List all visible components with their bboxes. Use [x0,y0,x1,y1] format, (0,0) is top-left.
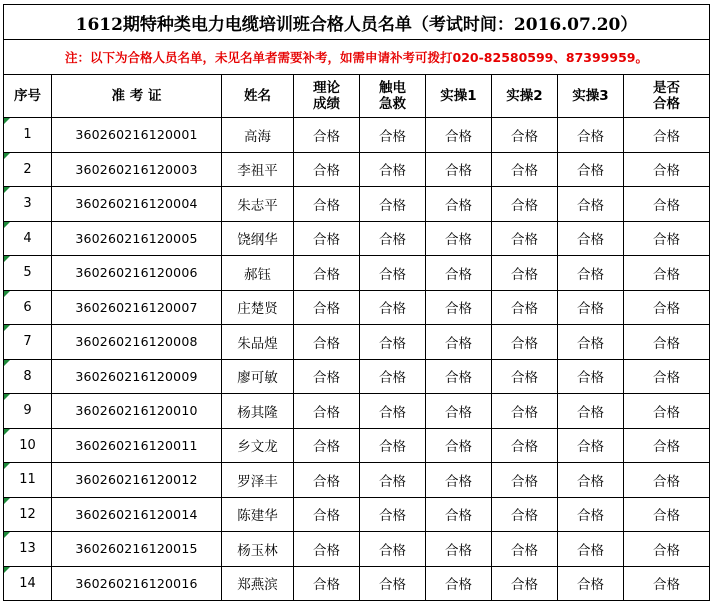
table-row [4,394,710,429]
cell-name[interactable]: 郝钰 [222,256,294,291]
cell-rescue[interactable]: 合格 [360,428,426,463]
cell-seq[interactable]: 6 [4,290,52,325]
cell-name[interactable]: 杨玉林 [222,532,294,567]
cell-exam-no[interactable]: 360260216120015 [52,532,222,567]
cell-name[interactable]: 陈建华 [222,497,294,532]
header-practical1[interactable] [426,75,492,118]
cell-rescue[interactable]: 合格 [360,290,426,325]
cell-practical3[interactable]: 合格 [558,394,624,429]
cell-practical1[interactable]: 合格 [426,221,492,256]
cell-rescue[interactable]: 合格 [360,221,426,256]
header-rescue-line2: 急救 [379,96,406,112]
cell-practical3[interactable]: 合格 [558,152,624,187]
header-theory[interactable] [294,75,360,118]
cell-theory[interactable]: 合格 [294,221,360,256]
cell-practical3[interactable]: 合格 [558,325,624,360]
cell-practical2[interactable]: 合格 [492,497,558,532]
header-theory-line2: 成绩 [313,96,340,112]
cell-seq[interactable]: 8 [4,359,52,394]
header-qualified[interactable] [624,75,710,118]
cell-name[interactable]: 李祖平 [222,152,294,187]
cell-qualified[interactable]: 合格 [624,359,710,394]
cell-theory[interactable]: 合格 [294,532,360,567]
cell-seq[interactable]: 10 [4,428,52,463]
cell-qualified[interactable]: 合格 [624,325,710,360]
cell-practical2[interactable]: 合格 [492,428,558,463]
cell-exam-no[interactable]: 360260216120006 [52,256,222,291]
cell-rescue[interactable]: 合格 [360,187,426,222]
cell-qualified[interactable]: 合格 [624,118,710,153]
cell-qualified[interactable]: 合格 [624,532,710,567]
notice-text[interactable]: 注：以下为合格人员名单，未见名单者需要补考，如需申请补考可拨打020-82580599、87399959。 [4,40,710,75]
cell-exam-no[interactable]: 360260216120003 [52,152,222,187]
cell-practical1[interactable]: 合格 [426,566,492,601]
cell-name[interactable]: 高海 [222,118,294,153]
cell-rescue[interactable]: 合格 [360,359,426,394]
header-rescue-line1: 触电 [379,80,406,96]
cell-rescue[interactable]: 合格 [360,497,426,532]
header-practical2-label: 实操2 [506,88,543,104]
cell-rescue[interactable]: 合格 [360,532,426,567]
cell-practical1[interactable]: 合格 [426,532,492,567]
cell-rescue[interactable]: 合格 [360,566,426,601]
cell-name[interactable]: 郑燕滨 [222,566,294,601]
cell-practical2[interactable]: 合格 [492,532,558,567]
header-practical2[interactable] [492,75,558,118]
header-qualified-line2: 合格 [653,96,680,112]
cell-practical2[interactable]: 合格 [492,566,558,601]
cell-rescue[interactable]: 合格 [360,152,426,187]
cell-practical2[interactable]: 合格 [492,325,558,360]
cell-practical3[interactable]: 合格 [558,532,624,567]
header-name[interactable] [222,75,294,118]
cell-exam-no[interactable]: 360260216120010 [52,394,222,429]
cell-name[interactable]: 庄楚贤 [222,290,294,325]
cell-practical3[interactable]: 合格 [558,463,624,498]
cell-seq[interactable]: 3 [4,187,52,222]
cell-practical2[interactable]: 合格 [492,221,558,256]
cell-rescue[interactable]: 合格 [360,325,426,360]
cell-name[interactable]: 廖可敏 [222,359,294,394]
cell-practical3[interactable]: 合格 [558,290,624,325]
header-rescue[interactable] [360,75,426,118]
cell-exam-no[interactable]: 360260216120016 [52,566,222,601]
table-row [4,428,710,463]
cell-practical1[interactable]: 合格 [426,290,492,325]
cell-practical2[interactable]: 合格 [492,118,558,153]
cell-name[interactable]: 朱志平 [222,187,294,222]
table-row [4,325,710,360]
cell-qualified[interactable]: 合格 [624,187,710,222]
cell-theory[interactable]: 合格 [294,325,360,360]
cell-exam-no[interactable]: 360260216120005 [52,221,222,256]
cell-practical3[interactable]: 合格 [558,256,624,291]
cell-practical2[interactable]: 合格 [492,152,558,187]
cell-exam-no[interactable]: 360260216120009 [52,359,222,394]
cell-name[interactable]: 乡文龙 [222,428,294,463]
cell-practical3[interactable]: 合格 [558,187,624,222]
cell-practical1[interactable]: 合格 [426,359,492,394]
cell-name[interactable]: 罗泽丰 [222,463,294,498]
cell-seq[interactable]: 12 [4,497,52,532]
cell-practical1[interactable]: 合格 [426,187,492,222]
table-row [4,497,710,532]
cell-exam-no[interactable]: 360260216120011 [52,428,222,463]
sheet-title[interactable]: 1612期特种类电力电缆培训班合格人员名单（考试时间：2016.07.20） [4,5,710,40]
cell-practical2[interactable]: 合格 [492,359,558,394]
cell-practical2[interactable]: 合格 [492,290,558,325]
table-row [4,290,710,325]
cell-seq[interactable]: 5 [4,256,52,291]
cell-practical3[interactable]: 合格 [558,359,624,394]
header-seq-label: 序号 [14,88,41,104]
cell-rescue[interactable]: 合格 [360,463,426,498]
cell-qualified[interactable]: 合格 [624,428,710,463]
cell-exam-no[interactable]: 360260216120012 [52,463,222,498]
cell-practical2[interactable]: 合格 [492,394,558,429]
header-row [4,75,710,118]
table-row [4,463,710,498]
cell-practical1[interactable]: 合格 [426,428,492,463]
cell-practical1[interactable]: 合格 [426,256,492,291]
header-exam-no[interactable] [52,75,222,118]
cell-practical1[interactable]: 合格 [426,118,492,153]
cell-qualified[interactable]: 合格 [624,497,710,532]
cell-rescue[interactable]: 合格 [360,118,426,153]
header-seq[interactable] [4,75,52,118]
cell-name[interactable]: 朱品煌 [222,325,294,360]
cell-practical3[interactable]: 合格 [558,497,624,532]
cell-theory[interactable]: 合格 [294,118,360,153]
cell-practical3[interactable]: 合格 [558,118,624,153]
cell-theory[interactable]: 合格 [294,566,360,601]
cell-qualified[interactable]: 合格 [624,221,710,256]
cell-qualified[interactable]: 合格 [624,256,710,291]
cell-practical1[interactable]: 合格 [426,497,492,532]
cell-practical3[interactable]: 合格 [558,566,624,601]
cell-seq[interactable]: 7 [4,325,52,360]
cell-qualified[interactable]: 合格 [624,290,710,325]
spreadsheet [3,4,709,601]
cell-seq[interactable]: 9 [4,394,52,429]
cell-theory[interactable]: 合格 [294,394,360,429]
header-practical3-label: 实操3 [572,88,609,104]
header-exam-no-label: 准 考 证 [111,88,162,104]
cell-rescue[interactable]: 合格 [360,394,426,429]
cell-practical2[interactable]: 合格 [492,256,558,291]
cell-qualified[interactable]: 合格 [624,152,710,187]
cell-practical1[interactable]: 合格 [426,152,492,187]
cell-practical1[interactable]: 合格 [426,463,492,498]
cell-seq[interactable]: 13 [4,532,52,567]
cell-qualified[interactable]: 合格 [624,463,710,498]
cell-practical1[interactable]: 合格 [426,325,492,360]
cell-exam-no[interactable]: 360260216120008 [52,325,222,360]
table-row [4,359,710,394]
header-qualified-line1: 是否 [653,80,680,96]
cell-qualified[interactable]: 合格 [624,566,710,601]
cell-name[interactable]: 杨其隆 [222,394,294,429]
cell-practical1[interactable]: 合格 [426,394,492,429]
qualified-personnel-table [3,4,710,601]
header-practical3[interactable] [558,75,624,118]
table-row [4,152,710,187]
table-row [4,566,710,601]
cell-theory[interactable]: 合格 [294,359,360,394]
cell-practical2[interactable]: 合格 [492,187,558,222]
table-row [4,187,710,222]
cell-seq[interactable]: 14 [4,566,52,601]
cell-theory[interactable]: 合格 [294,290,360,325]
cell-seq[interactable]: 2 [4,152,52,187]
cell-name[interactable]: 饶纲华 [222,221,294,256]
table-row [4,118,710,153]
cell-qualified[interactable]: 合格 [624,394,710,429]
cell-seq[interactable]: 1 [4,118,52,153]
header-theory-line1: 理论 [313,80,340,96]
cell-rescue[interactable]: 合格 [360,256,426,291]
cell-theory[interactable]: 合格 [294,256,360,291]
table-row [4,221,710,256]
header-name-label: 姓名 [244,88,271,104]
header-practical1-label: 实操1 [440,88,477,104]
cell-exam-no[interactable]: 360260216120007 [52,290,222,325]
cell-exam-no[interactable]: 360260216120004 [52,187,222,222]
cell-theory[interactable]: 合格 [294,187,360,222]
cell-seq[interactable]: 11 [4,463,52,498]
cell-theory[interactable]: 合格 [294,497,360,532]
cell-theory[interactable]: 合格 [294,463,360,498]
cell-theory[interactable]: 合格 [294,152,360,187]
table-row [4,256,710,291]
table-row [4,532,710,567]
cell-practical3[interactable]: 合格 [558,221,624,256]
cell-exam-no[interactable]: 360260216120001 [52,118,222,153]
cell-theory[interactable]: 合格 [294,428,360,463]
cell-seq[interactable]: 4 [4,221,52,256]
cell-practical2[interactable]: 合格 [492,463,558,498]
cell-exam-no[interactable]: 360260216120014 [52,497,222,532]
cell-practical3[interactable]: 合格 [558,428,624,463]
